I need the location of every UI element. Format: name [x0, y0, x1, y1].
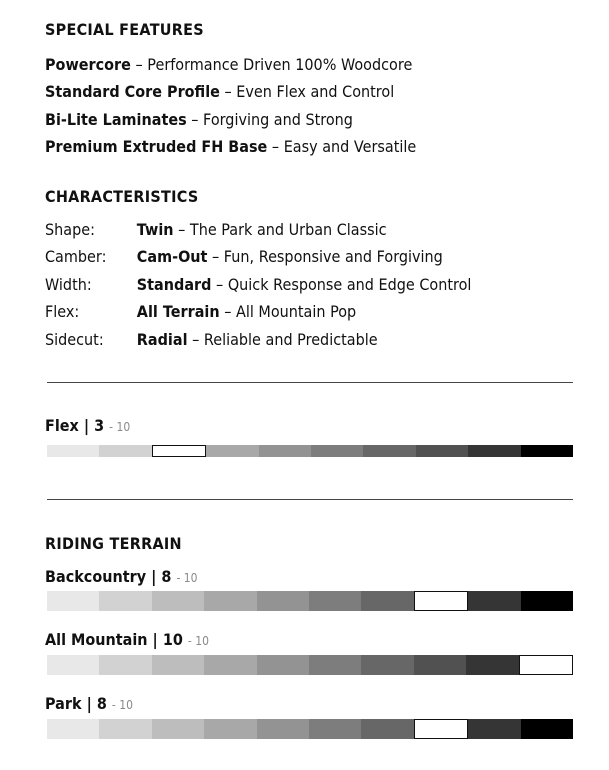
feature-name: Premium Extruded FH Base [45, 137, 268, 156]
feature-desc: – Performance Driven 100% Woodcore [135, 55, 413, 74]
meter-title: Park [45, 694, 82, 713]
feature-desc: – Forgiving and Strong [191, 110, 353, 129]
meter-segment [309, 591, 361, 611]
meter-segment [47, 719, 99, 739]
meter-value: 3 [94, 416, 105, 435]
meter-title: Flex [45, 416, 79, 435]
characteristic-row [45, 220, 387, 239]
characteristic-label: Width: [45, 275, 92, 294]
meter-title: Backcountry [45, 567, 147, 586]
riding-terrain-title: RIDING TERRAIN [45, 534, 182, 553]
meter-value: 10 [162, 630, 183, 649]
feature-desc: – Even Flex and Control [224, 82, 395, 101]
meter-segment [361, 591, 413, 611]
meter-segment [466, 655, 518, 675]
meter-segment [361, 655, 413, 675]
meter-scale: - 10 [111, 698, 133, 712]
meter-value: 8 [161, 567, 172, 586]
feature-name: Standard Core Profile [45, 82, 220, 101]
feature-row [45, 82, 394, 101]
characteristic-label: Flex: [45, 302, 80, 321]
meter-scale: - 10 [176, 571, 198, 585]
park-meter-label: Park | 8 - 10 [45, 694, 133, 713]
all-mountain-meter [47, 655, 573, 675]
meter-segment [414, 591, 468, 611]
meter-segment [468, 719, 520, 739]
feature-name: Powercore [45, 55, 131, 74]
characteristic-row [45, 330, 378, 349]
meter-segment [99, 655, 151, 675]
characteristic-label: Camber: [45, 247, 107, 266]
meter-segment [204, 719, 256, 739]
meter-segment [152, 719, 204, 739]
characteristic-name: All Terrain [136, 302, 220, 321]
characteristic-name: Standard [136, 275, 212, 294]
characteristic-desc: – Fun, Responsive and Forgiving [212, 247, 443, 266]
backcountry-meter [47, 591, 573, 611]
characteristics-title: CHARACTERISTICS [45, 187, 199, 206]
characteristic-name: Cam-Out [136, 247, 208, 266]
meter-segment [257, 719, 309, 739]
park-meter [47, 719, 573, 739]
feature-name: Bi-Lite Laminates [45, 110, 187, 129]
flex-meter [47, 441, 573, 461]
meter-segment [257, 591, 309, 611]
characteristic-desc: – The Park and Urban Classic [178, 220, 387, 239]
meter-segment [519, 655, 573, 675]
meter-segment [206, 445, 258, 457]
meter-value: 8 [96, 694, 107, 713]
meter-segment [311, 445, 363, 457]
characteristic-label: Shape: [45, 220, 95, 239]
characteristic-desc: – All Mountain Pop [224, 302, 357, 321]
characteristic-row [45, 247, 443, 266]
meter-segment [152, 591, 204, 611]
meter-segment [204, 655, 256, 675]
meter-segment [257, 655, 309, 675]
meter-segment [204, 591, 256, 611]
divider [47, 499, 573, 500]
meter-segment [414, 719, 468, 739]
meter-segment [309, 719, 361, 739]
characteristic-name: Radial [136, 330, 188, 349]
meter-title: All Mountain [45, 630, 148, 649]
meter-segment [99, 719, 151, 739]
meter-segment [99, 591, 151, 611]
meter-segment [361, 719, 413, 739]
feature-row [45, 137, 416, 156]
meter-segment [309, 655, 361, 675]
meter-segment [47, 655, 99, 675]
meter-segment [47, 445, 99, 457]
meter-segment [259, 445, 311, 457]
meter-segment [521, 591, 573, 611]
meter-segment [47, 591, 99, 611]
characteristic-row [45, 275, 471, 294]
feature-row [45, 110, 353, 129]
characteristic-desc: – Quick Response and Edge Control [216, 275, 472, 294]
meter-segment [99, 445, 151, 457]
divider [47, 382, 573, 383]
characteristic-label: Sidecut: [45, 330, 104, 349]
meter-segment [152, 655, 204, 675]
meter-scale: - 10 [109, 420, 131, 434]
meter-segment [521, 445, 573, 457]
backcountry-meter-label: Backcountry | 8 - 10 [45, 567, 198, 586]
characteristic-desc: – Reliable and Predictable [192, 330, 378, 349]
feature-row [45, 55, 412, 74]
all-mountain-meter-label: All Mountain | 10 - 10 [45, 630, 209, 649]
meter-segment [363, 445, 415, 457]
meter-segment [414, 655, 466, 675]
meter-segment [521, 719, 573, 739]
special-features-title: SPECIAL FEATURES [45, 20, 204, 39]
feature-desc: – Easy and Versatile [271, 137, 417, 156]
flex-meter-label: Flex | 3 - 10 [45, 416, 131, 435]
meter-scale: - 10 [187, 634, 209, 648]
meter-segment [152, 445, 206, 457]
characteristic-name: Twin [136, 220, 174, 239]
characteristic-row [45, 302, 356, 321]
meter-segment [468, 445, 520, 457]
meter-segment [468, 591, 520, 611]
meter-segment [416, 445, 468, 457]
